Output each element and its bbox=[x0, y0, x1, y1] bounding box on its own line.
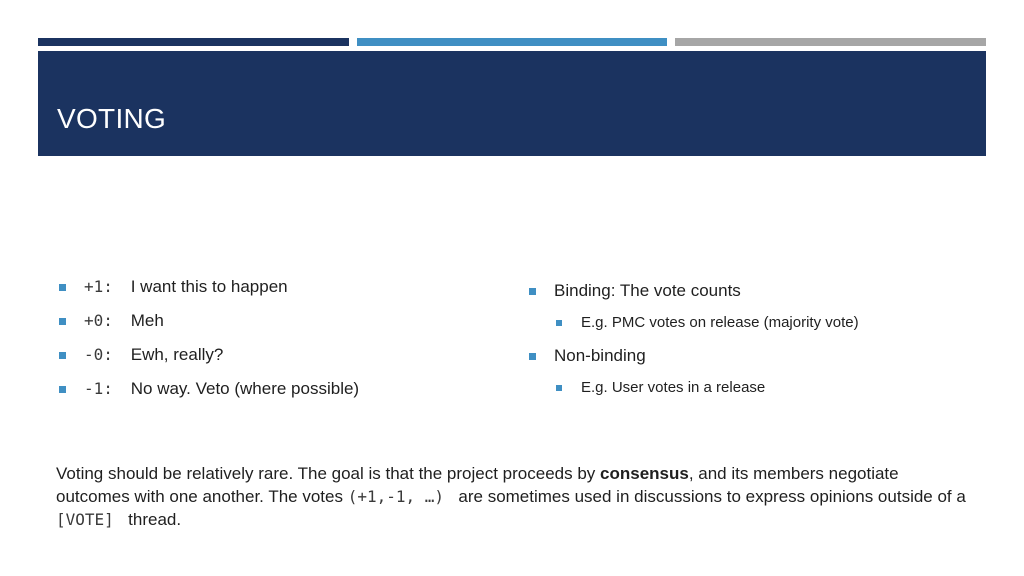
list-item bbox=[57, 379, 477, 413]
square-bullet-icon bbox=[556, 320, 562, 326]
inline-code: (+1,-1, …) bbox=[347, 487, 454, 506]
accent-bar-dark bbox=[38, 38, 349, 46]
slide-title: VOTING bbox=[57, 103, 167, 134]
list-item bbox=[527, 281, 987, 313]
paragraph-text: are sometimes used in discussions to express opinions outside of a bbox=[453, 487, 966, 506]
vote-values-list bbox=[57, 277, 477, 413]
paragraph-text: thread. bbox=[123, 510, 182, 529]
voting-explanation-paragraph bbox=[56, 462, 976, 531]
square-bullet-icon bbox=[529, 288, 536, 295]
sub-list-item bbox=[554, 313, 987, 346]
accent-bar-gray bbox=[675, 38, 986, 46]
vote-description: I want this to happen bbox=[130, 277, 288, 296]
list-item bbox=[57, 277, 477, 311]
paragraph-text: , and its members negotiate outcomes with one another. The votes bbox=[56, 464, 899, 506]
square-bullet-icon bbox=[59, 284, 66, 291]
vote-code: -1: bbox=[84, 379, 113, 398]
vote-type-label: Binding: The vote counts bbox=[554, 281, 741, 300]
square-bullet-icon bbox=[59, 318, 66, 325]
vote-type-example: E.g. PMC votes on release (majority vote) bbox=[581, 314, 859, 331]
vote-description: No way. Veto (where possible) bbox=[130, 379, 360, 398]
square-bullet-icon bbox=[556, 385, 562, 391]
vote-description: Ewh, really? bbox=[130, 345, 224, 364]
list-item bbox=[527, 346, 987, 378]
title-banner bbox=[38, 51, 986, 156]
vote-code: +1: bbox=[84, 277, 113, 296]
vote-types-list bbox=[527, 281, 987, 411]
list-item bbox=[57, 311, 477, 345]
accent-bar-blue bbox=[357, 38, 667, 46]
square-bullet-icon bbox=[529, 353, 536, 360]
vote-description: Meh bbox=[130, 311, 164, 330]
paragraph-text: Voting should be relatively rare. The goal is that the project proceeds by bbox=[56, 464, 601, 483]
vote-type-example: E.g. User votes in a release bbox=[581, 379, 766, 396]
inline-code: [VOTE] bbox=[56, 510, 124, 529]
vote-code: +0: bbox=[84, 311, 113, 330]
vote-type-label: Non-binding bbox=[554, 346, 646, 365]
square-bullet-icon bbox=[59, 386, 66, 393]
vote-code: -0: bbox=[84, 345, 113, 364]
sub-list-item bbox=[554, 378, 987, 411]
paragraph-emphasis: consensus bbox=[600, 464, 689, 483]
list-item bbox=[57, 345, 477, 379]
square-bullet-icon bbox=[59, 352, 66, 359]
